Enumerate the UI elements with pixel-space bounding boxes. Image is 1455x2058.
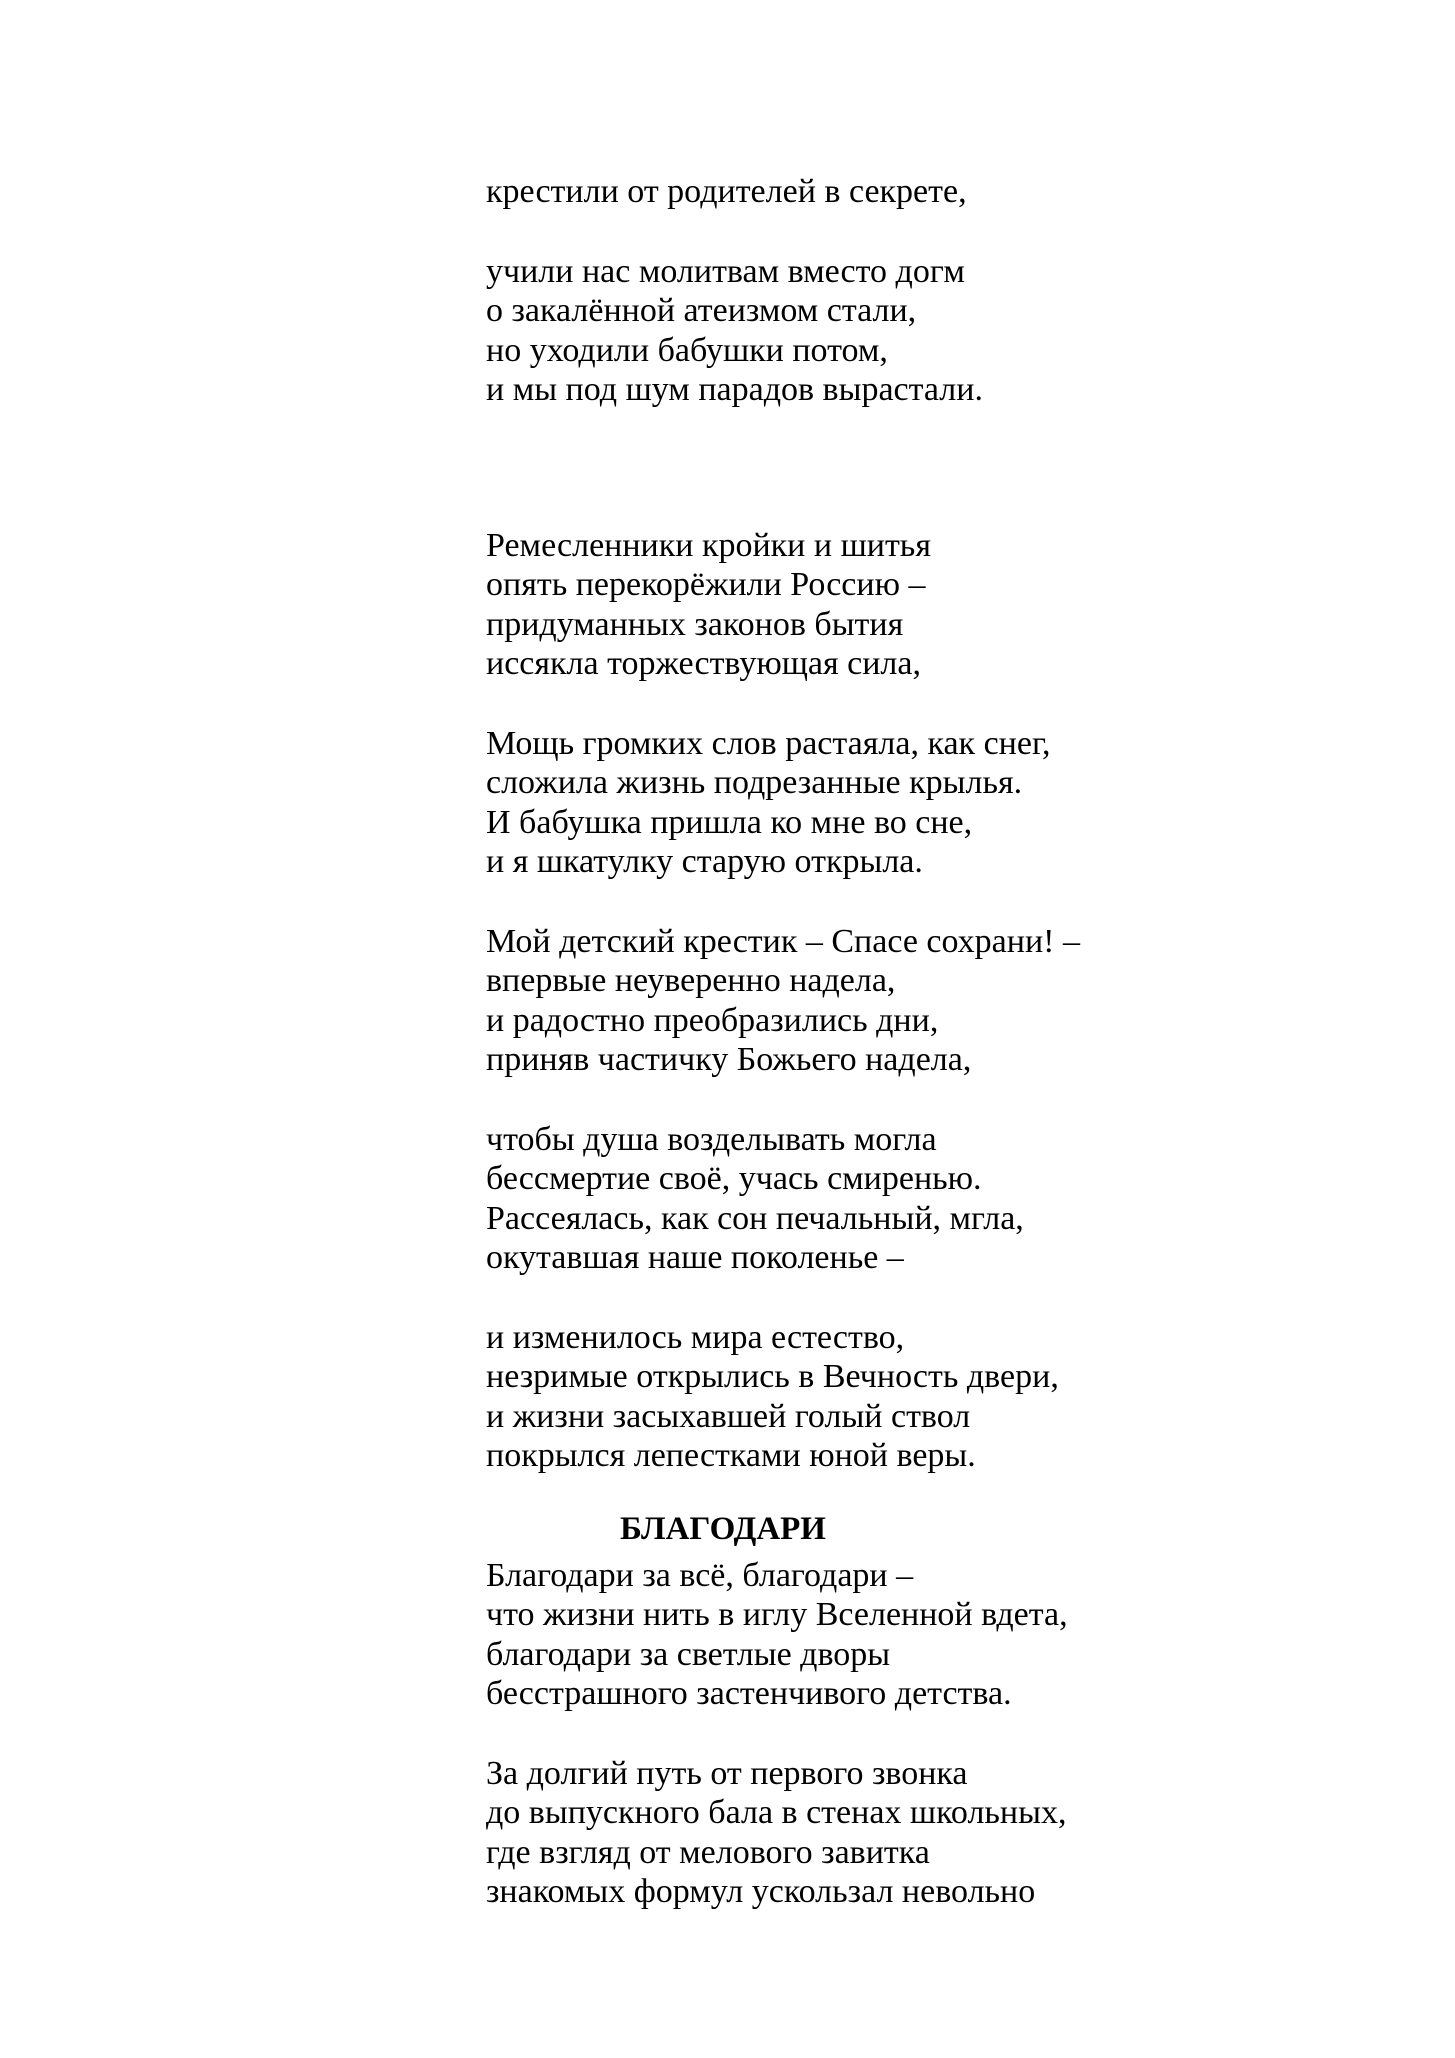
poem-line: и я шкатулку старую открыла. xyxy=(486,843,923,880)
stanza xyxy=(486,922,1386,1080)
poem-line: где взгляд от мелового завитка xyxy=(486,1833,930,1871)
poem-line: знакомых формул ускользал невольно xyxy=(486,1873,1036,1910)
poem-line: и изменилось мира естество, xyxy=(486,1318,905,1356)
poem-line: и мы под шум парадов вырастали. xyxy=(486,371,983,408)
poem-line: окутавшая наше поколенье – xyxy=(486,1239,904,1276)
poem-line: до выпускного бала в стенах школьных, xyxy=(486,1794,1067,1831)
poem-line: что жизни нить в иглу Вселенной вдета, xyxy=(486,1596,1068,1633)
poem-line: и жизни засыхавшей голый ствол xyxy=(486,1397,971,1435)
poem-line: бесстрашного застенчивого детства. xyxy=(486,1675,1012,1712)
stanza xyxy=(486,1120,1386,1278)
poem-line: бессмертие своё, учась смиренью. xyxy=(486,1160,982,1197)
stanza xyxy=(486,526,1386,684)
poem-line: Рассеялась, как сон печальный, мгла, xyxy=(486,1199,1024,1237)
poem-line: Мощь громких слов растаяла, как снег, xyxy=(486,724,1051,762)
poem-line: сложила жизнь подрезанные крылья. xyxy=(486,764,1023,801)
poem-line: впервые неуверенно надела, xyxy=(486,962,896,999)
stanza xyxy=(486,724,1386,882)
stanza xyxy=(486,1556,1386,1714)
poem-line: иссякла торжествующая сила, xyxy=(486,645,921,682)
stanza xyxy=(486,1318,1386,1476)
poem-line: учили нас молитвам вместо догм xyxy=(486,252,965,290)
poem-line: За долгий путь от первого звонка xyxy=(486,1754,968,1792)
stanza xyxy=(486,252,1386,410)
poem-line: покрылся лепестками юной веры. xyxy=(486,1437,976,1474)
poem-line: благодари за светлые дворы xyxy=(486,1635,891,1673)
text-column xyxy=(486,172,1386,1912)
poem-line: опять перекорёжили Россию – xyxy=(486,566,926,603)
poem-line: придуманных законов бытия xyxy=(486,605,904,643)
poem-line: чтобы душа возделывать могла xyxy=(486,1120,937,1158)
poem-line: и радостно преобразились дни, xyxy=(486,1001,939,1039)
poem-line: Ремесленники кройки и шитья xyxy=(486,526,931,564)
stanza xyxy=(486,1754,1386,1912)
poem-line: И бабушка пришла ко мне во сне, xyxy=(486,803,973,841)
poem-line: Благодари за всё, благодари – xyxy=(486,1556,914,1594)
poem-title: БЛАГОДАРИ xyxy=(620,1510,826,1547)
poem-line: Мой детский крестик – Спасе сохрани! – xyxy=(486,922,1080,960)
poem-line: крестили от родителей в секрете, xyxy=(486,173,967,210)
poem-line: приняв частичку Божьего надела, xyxy=(486,1041,972,1078)
poem-line: но уходили бабушки потом, xyxy=(486,331,888,369)
poem-line: незримые открылись в Вечность двери, xyxy=(486,1358,1059,1395)
poem-line: о закалённой атеизмом стали, xyxy=(486,292,917,329)
